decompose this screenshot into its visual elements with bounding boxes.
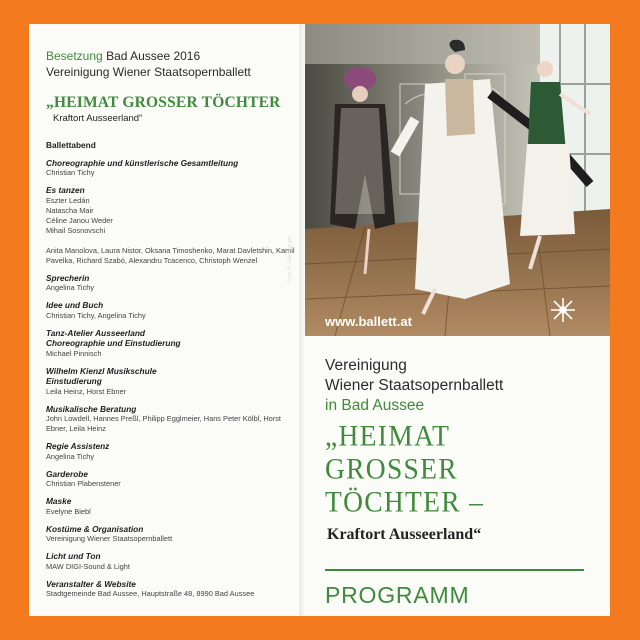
photo-credit: Foto: H. Eisenberger [287, 235, 293, 282]
credit-names: Angelina Tichy [46, 451, 95, 461]
credit-names: Stadtgemeinde Bad Aussee, Hauptstraße 48, 8990 Bad Aussee [46, 589, 255, 598]
credit-names: Angelina Tichy [46, 283, 95, 292]
org-line-3: in Bad Aussee [325, 397, 425, 414]
credit-item [46, 328, 296, 359]
divider-rule [325, 569, 584, 571]
credit-names: MAW DIGI-Sound & Light [46, 561, 130, 571]
credit-role: Wilhelm Kienzl Musikschule Einstudierung [46, 365, 157, 386]
cast-page [29, 24, 299, 616]
credit-item [46, 469, 296, 490]
programm-heading: PROGRAMM [325, 582, 470, 608]
org-line-1: Vereinigung [325, 357, 407, 374]
left-title: „HEIMAT GROSSER TÖCHTER [46, 94, 281, 111]
ballet-photo [305, 24, 610, 336]
credit-role: Idee und Buch [46, 300, 104, 310]
credit-role: Sprecherin [46, 272, 90, 283]
ballet-photo-illustration [305, 24, 610, 336]
credit-role: Choreographie und künstlerische Gesamtleitung [46, 157, 239, 168]
credit-role: Es tanzen [46, 185, 85, 195]
credit-item [46, 441, 296, 462]
credit-item [46, 404, 296, 435]
location-year: Bad Aussee 2016 [106, 49, 201, 63]
cover-title [325, 420, 484, 519]
credits-list [46, 140, 296, 606]
snowflake-logo-icon [551, 298, 575, 322]
credit-role: Kostüme & Organisation [46, 523, 144, 534]
credit-item [46, 366, 296, 397]
credit-item [46, 273, 296, 294]
credit-names: John Lowdell, Hannes Preßl, Philipp Egglmeier, Hans Peter Kölbl, Horst Ebner, Leila Heinz [46, 414, 281, 433]
program-leaflet [29, 24, 610, 616]
credit-role: Musikalische Beratung [46, 403, 137, 414]
cover-subtitle: Kraftort Ausseerland“ [327, 526, 482, 543]
cover-title-line-1: „HEIMAT [325, 418, 451, 452]
credit-role: Licht und Ton [46, 551, 101, 561]
cast-header [46, 48, 251, 80]
credit-role: Ballettabend [46, 140, 96, 150]
credit-item [46, 579, 296, 600]
credit-role: Tanz-Atelier Ausseerland Choreographie und Einstudierung [46, 327, 181, 348]
credit-names: Evelyne Biebl [46, 506, 91, 516]
credit-role: Maske [46, 496, 72, 506]
credit-item [46, 185, 296, 266]
left-subtitle: Kraftort Ausseerland“ [53, 113, 143, 124]
credit-item [46, 158, 296, 179]
company-name: Vereinigung Wiener Staatsopernballett [46, 65, 251, 79]
credit-names: Christian Plabenstener [46, 479, 121, 488]
credit-names: Christian Tichy, Angelina Tichy [46, 310, 146, 320]
credit-role: Garderobe [46, 468, 88, 479]
credit-item [46, 300, 296, 321]
credit-names: Vereinigung Wiener Staatsopernballett [46, 534, 173, 543]
org-line-2: Wiener Staatsopernballett [325, 377, 504, 394]
cover-title-line-3: TÖCHTER – [325, 484, 485, 518]
credit-item [46, 496, 296, 517]
credit-item [46, 551, 296, 572]
credit-item [46, 524, 296, 545]
credit-names: Michael Pinnisch [46, 348, 102, 358]
besetzung-label: Besetzung [46, 49, 103, 63]
credit-names: Eszter Ledán Natascha Mair Céline Janou Weder Mihail Sosnovschi Anita Manolova, Laura Nistor, Oksana Timoshenko, Marat Davletshin, Kamil Pavelka, Richard Szabó, Alexandru Tcacenco, Christoph Wenzel [46, 195, 295, 265]
credit-item [46, 140, 296, 151]
credit-role: Veranstalter & Website [46, 578, 136, 589]
organization-block [325, 356, 503, 416]
credit-names: Christian Tichy [46, 168, 95, 177]
credit-names: Leila Heinz, Horst Ebner [46, 386, 127, 396]
website-url: www.ballett.at [325, 314, 412, 329]
cover-title-line-2: GROSSER [325, 451, 458, 485]
credit-role: Regie Assistenz [46, 441, 110, 451]
